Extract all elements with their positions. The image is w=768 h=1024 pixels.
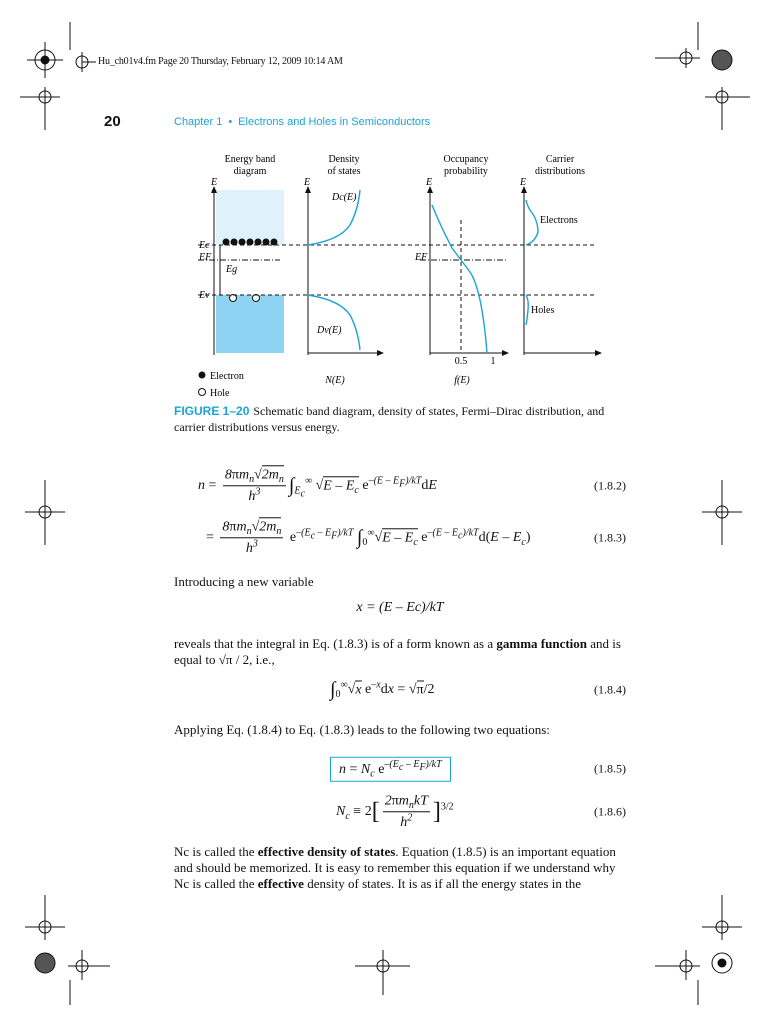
equation-1-8-3: = $\frac{8\pi m_n√2m_n}{h^3}$ $e^{-(E_c - E_F)/kT}$ $\int_0^\infty√E - E_c$ $e^{-(E - E_c)/kT}d(E - E_c)$ (1.8.3) (206, 519, 626, 556)
figure-caption (174, 403, 614, 435)
eq-number-1-8-4: (1.8.4) (594, 682, 626, 697)
legend-electron: Electron (210, 371, 244, 382)
equation-1-8-2: n = $\frac{8\pi m_n√2m_n}{h^3}$ $\int_{E_c}^\infty$ $√E - E_c$ $e^{-(E - E_F)/kT}dE$ (1.8.2) (198, 467, 626, 504)
gamma-text-c: and is equal to √π / 2, i.e., (174, 636, 621, 667)
occ-title-1: Occupancy (443, 154, 489, 165)
nc-effective: effective (257, 876, 304, 891)
dos-title-2: of states (327, 166, 361, 177)
electrons-label: Electrons (540, 215, 578, 226)
printer-slug: Hu_ch01v4.fm Page 20 Thursday, February 12, 2009 10:14 AM (98, 56, 343, 67)
running-head (174, 116, 430, 128)
nc-text-c: . Equation (1.8.5) is an important equation and should be memorized. It is easy to remember this equation if we understand why Nc is called the (174, 844, 616, 891)
carrier-title-1: Carrier (545, 154, 575, 165)
electron-legend-icon (199, 372, 206, 379)
eq-number-1-8-6: (1.8.6) (594, 804, 626, 819)
page-number: 20 (104, 113, 121, 130)
boxed-equation: $n = N_c$ $e^{-(E_c - E_F)/kT}$ (330, 756, 451, 781)
legend-hole: Hole (210, 388, 230, 399)
applying-text: Applying Eq. (1.8.4) to Eq. (1.8.3) leads to the following two equations: (174, 722, 550, 737)
ev-label: Ev (199, 290, 210, 301)
equation-1-8-4: $\int_0^\infty√x$ $e^{-x}dx = √\pi/2$ (1.8.4) (330, 678, 626, 701)
equation-1-8-5 (174, 749, 626, 789)
eq-number-1-8-3: (1.8.3) (594, 530, 626, 545)
eg-label: Eg (226, 264, 238, 275)
gamma-term: gamma function (496, 636, 588, 651)
holes-label: Holes (531, 305, 555, 316)
band-axis-e: E (211, 177, 218, 188)
gamma-text-a: reveals that the integral in Eq. (1.8.3) is of a form known as a (174, 636, 497, 651)
bullet-separator: • (228, 116, 233, 128)
carrier-axis-e: E (520, 177, 527, 188)
dv-label: Dv(E) (317, 325, 342, 336)
dos-axis-e: E (304, 177, 311, 188)
nc-text-e: density of states. It is as if all the energy states in the (303, 876, 581, 891)
occ-ef-label: EF (415, 252, 428, 263)
variable-definition: x = (E – Ec)/kT (356, 600, 444, 615)
gamma-paragraph (174, 636, 626, 668)
band-title-2: diagram (233, 166, 267, 177)
dc-label: Dc(E) (332, 192, 357, 203)
conduction-band (216, 190, 284, 245)
occ-title-2: probability (444, 166, 488, 177)
caption-text: Schematic band diagram, density of states, Fermi–Dirac distribution, and carrier distributions versus energy. (174, 404, 605, 434)
nc-term: effective density of states (257, 844, 396, 859)
chapter-title: Electrons and Holes in Semiconductors (238, 116, 431, 128)
tick-half: 0.5 (454, 356, 468, 367)
carrier-title-2: distributions (534, 166, 586, 177)
figure-label: FIGURE 1–20 (174, 404, 250, 418)
hole-legend-icon (199, 389, 206, 396)
band-figure (190, 150, 610, 400)
equation-1-8-6: $N_c \equiv 2$[ $\frac{2\pi m_nkT}{h^2}$ ]$^{3/2}$ (1.8.6) (336, 793, 626, 830)
nc-paragraph (174, 844, 626, 892)
ec-label: Ec (199, 240, 210, 251)
intro-text: Introducing a new variable (174, 574, 314, 589)
ef-label: EF (199, 252, 212, 263)
dos-title-1: Density (328, 154, 360, 165)
chapter-label: Chapter 1 (174, 116, 223, 128)
nc-text-a: Nc is called the (174, 844, 258, 859)
eq-number-1-8-2: (1.8.2) (594, 478, 626, 493)
tick-one: 1 (490, 356, 496, 367)
dos-xlabel: N(E) (325, 375, 345, 386)
occ-xlabel: f(E) (454, 375, 470, 386)
eq-number-1-8-5: (1.8.5) (594, 761, 626, 776)
occ-axis-e: E (426, 177, 433, 188)
band-title-1: Energy band (224, 154, 276, 165)
valence-band (216, 295, 284, 353)
